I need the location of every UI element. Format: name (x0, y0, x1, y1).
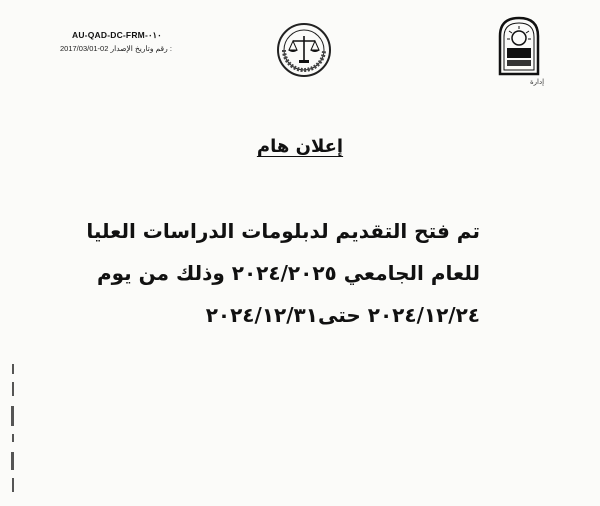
issue-value: 2017/03/01-02 (60, 44, 109, 53)
form-code: AU-QAD-DC-FRM-٠١٠ (72, 30, 162, 40)
issue-line (60, 44, 190, 53)
announcement-line-2: للعام الجامعي ٢٠٢٤/٢٠٢٥ وذلك من يوم (96, 261, 480, 285)
issue-label: رقم وتاريخ الإصدار : (110, 44, 172, 53)
announcement-heading: إعلان هام (256, 136, 344, 157)
scales-of-justice-seal-icon (276, 22, 332, 78)
announcement-line-3: ٢٠٢٤/١٢/٢٤ حتى٢٠٢٤/١٢/٣١ (205, 303, 480, 327)
department-label: إدارة (530, 78, 545, 86)
university-logo-icon (494, 14, 544, 76)
margin-scan-marks (6, 360, 22, 500)
announcement-line-1: تم فتح التقديم لدبلومات الدراسات العليا (86, 219, 480, 243)
announcement-body (86, 210, 480, 336)
